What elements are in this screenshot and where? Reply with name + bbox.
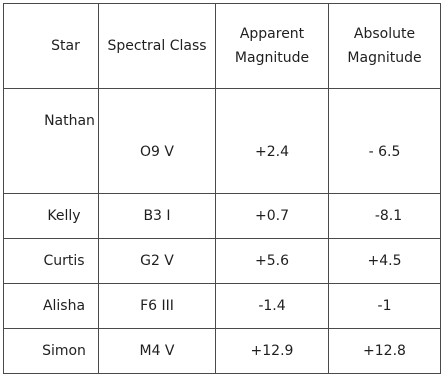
table-row xyxy=(4,89,441,194)
cell-spectral-class: F6 III xyxy=(99,284,216,329)
cell-spectral-class: B3 I xyxy=(99,194,216,239)
header-spectral-class xyxy=(99,4,216,89)
table-row xyxy=(4,284,441,329)
header-absolute-line1: Absolute xyxy=(353,26,416,42)
cell-apparent-magnitude: +12.9 xyxy=(216,329,329,374)
header-row xyxy=(4,4,441,89)
cell-absolute-magnitude: +12.8 xyxy=(329,329,441,374)
cell-star-name: Kelly xyxy=(4,194,99,239)
cell-apparent-magnitude: +2.4 xyxy=(216,89,329,194)
header-star-label: Star xyxy=(51,38,80,54)
cell-star-name: Alisha xyxy=(4,284,99,329)
header-apparent-magnitude xyxy=(216,4,329,89)
table-row xyxy=(4,329,441,374)
table-row xyxy=(4,194,441,239)
cell-absolute-magnitude: -1 xyxy=(329,284,441,329)
cell-star-name: Simon xyxy=(4,329,99,374)
cell-spectral-class: M4 V xyxy=(99,329,216,374)
header-star xyxy=(4,4,99,89)
cell-apparent-magnitude: +0.7 xyxy=(216,194,329,239)
cell-absolute-magnitude: -8.1 xyxy=(329,194,441,239)
cell-star-name: Nathan xyxy=(4,89,99,194)
header-absolute-magnitude xyxy=(329,4,441,89)
header-spectral-class-label: Spectral Class xyxy=(107,38,207,54)
cell-absolute-magnitude: +4.5 xyxy=(329,239,441,284)
header-absolute-line2: Magnitude xyxy=(347,50,422,66)
header-apparent-line1: Apparent xyxy=(239,26,305,42)
star-data-table xyxy=(3,3,441,374)
cell-apparent-magnitude: -1.4 xyxy=(216,284,329,329)
cell-absolute-magnitude: - 6.5 xyxy=(329,89,441,194)
cell-star-name: Curtis xyxy=(4,239,99,284)
cell-apparent-magnitude: +5.6 xyxy=(216,239,329,284)
table-row xyxy=(4,239,441,284)
header-apparent-line2: Magnitude xyxy=(234,50,310,66)
cell-spectral-class: O9 V xyxy=(99,89,216,194)
cell-spectral-class: G2 V xyxy=(99,239,216,284)
